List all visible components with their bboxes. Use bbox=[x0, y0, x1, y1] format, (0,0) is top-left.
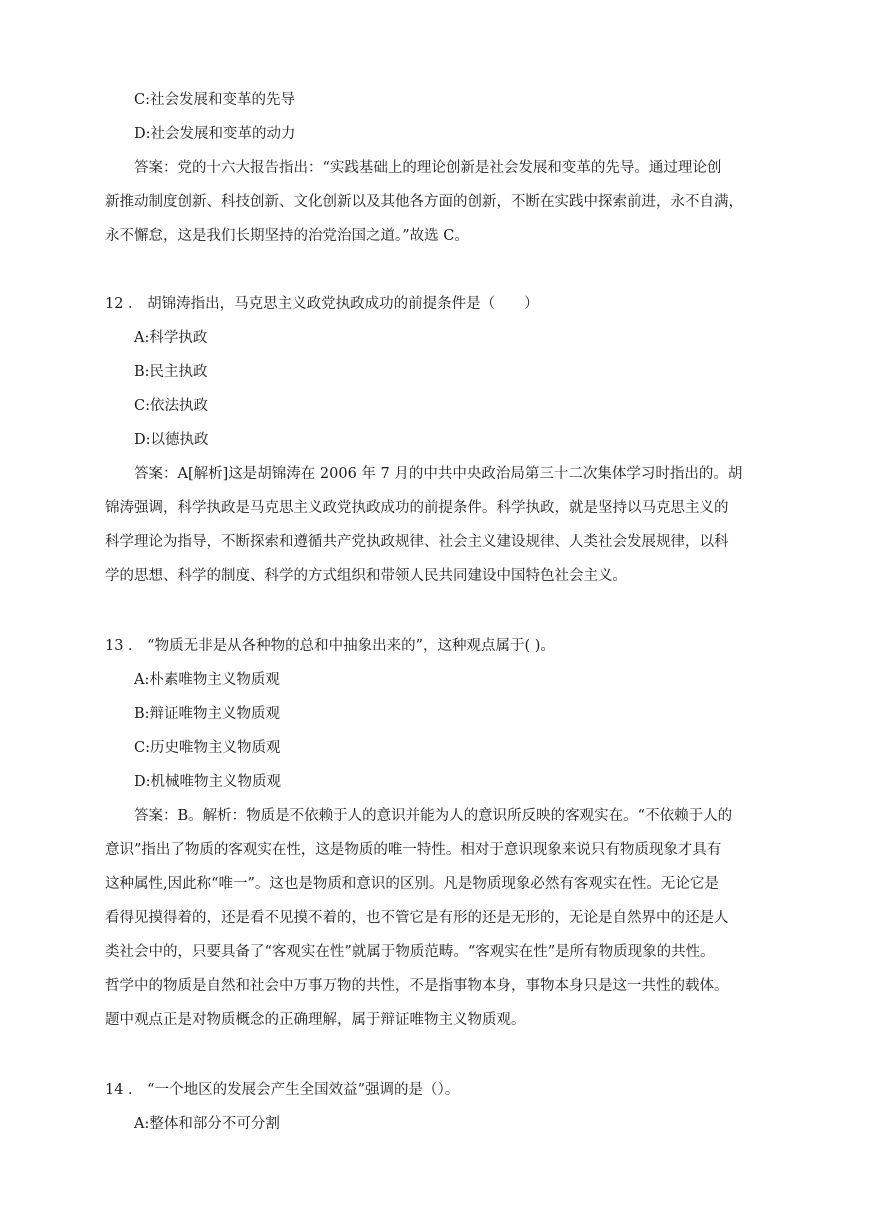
answer-option: C:社会发展和变革的先导 bbox=[134, 92, 295, 108]
answer-option: B:辩证唯物主义物质观 bbox=[134, 706, 281, 722]
answer-option: A:科学执政 bbox=[134, 330, 208, 346]
question-stem: 12 ． 胡锦涛指出，马克思主义政党执政成功的前提条件是（ ） bbox=[105, 296, 539, 312]
answer-option: A:整体和部分不可分割 bbox=[134, 1116, 280, 1132]
answer-option: A:朴素唯物主义物质观 bbox=[134, 672, 280, 688]
answer-option: C:历史唯物主义物质观 bbox=[134, 740, 281, 756]
answer-explanation-continued: 意识”指出了物质的客观实在性，这是物质的唯一特性。相对于意识现象来说只有物质现象才具有 bbox=[105, 842, 722, 858]
answer-explanation-continued: 类社会中的，只要具备了“客观实在性”就属于物质范畴。“客观实在性”是所有物质现象的共性。 bbox=[105, 944, 715, 960]
answer-explanation-continued: 学的思想、科学的制度、科学的方式组织和带领人民共同建设中国特色社会主义。 bbox=[105, 568, 627, 584]
answer-explanation: 答案：B。解析：物质是不依赖于人的意识并能为人的意识所反映的客观实在。“不依赖于人的 bbox=[134, 808, 733, 824]
answer-explanation-continued: 永不懈怠，这是我们长期坚持的治党治国之道。”故选 C。 bbox=[105, 228, 469, 244]
answer-option: B:民主执政 bbox=[134, 364, 208, 380]
answer-explanation-continued: 哲学中的物质是自然和社会中万事万物的共性，不是指事物本身，事物本身只是这一共性的载体。 bbox=[105, 978, 729, 994]
answer-option: D:社会发展和变革的动力 bbox=[134, 126, 296, 142]
answer-option: C:依法执政 bbox=[134, 398, 208, 414]
question-stem: 14 ． “一个地区的发展会产生全国效益”强调的是（）。 bbox=[105, 1082, 460, 1098]
answer-explanation-continued: 锦涛强调，科学执政是马克思主义政党执政成功的前提条件。科学执政，就是坚持以马克思主义的 bbox=[105, 500, 729, 516]
answer-explanation-continued: 这种属性,因此称“唯一”。这也是物质和意识的区别。凡是物质现象必然有客观实在性。无论它是 bbox=[105, 876, 719, 892]
answer-option: D:机械唯物主义物质观 bbox=[134, 774, 282, 790]
answer-explanation-continued: 看得见摸得着的，还是看不见摸不着的，也不管它是有形的还是无形的，无论是自然界中的还是人 bbox=[105, 910, 729, 926]
answer-explanation-continued: 科学理论为指导，不断探索和遵循共产党执政规律、社会主义建设规律、人类社会发展规律，以科 bbox=[105, 534, 729, 550]
answer-explanation: 答案：A[解析]这是胡锦涛在 2006 年 7 月的中共中央政治局第三十二次集体学习时指出的。胡 bbox=[134, 466, 743, 482]
answer-explanation-continued: 题中观点正是对物质概念的正确理解，属于辩证唯物主义物质观。 bbox=[105, 1012, 526, 1028]
answer-explanation-continued: 新推动制度创新、科技创新、文化创新以及其他各方面的创新，不断在实践中探索前进，永不自满， bbox=[105, 194, 743, 210]
answer-explanation: 答案：党的十六大报告指出：“实践基础上的理论创新是社会发展和变革的先导。通过理论创 bbox=[134, 160, 722, 176]
answer-option: D:以德执政 bbox=[134, 432, 209, 448]
question-stem: 13 ． “物质无非是从各种物的总和中抽象出来的”，这种观点属于( )。 bbox=[105, 638, 555, 654]
